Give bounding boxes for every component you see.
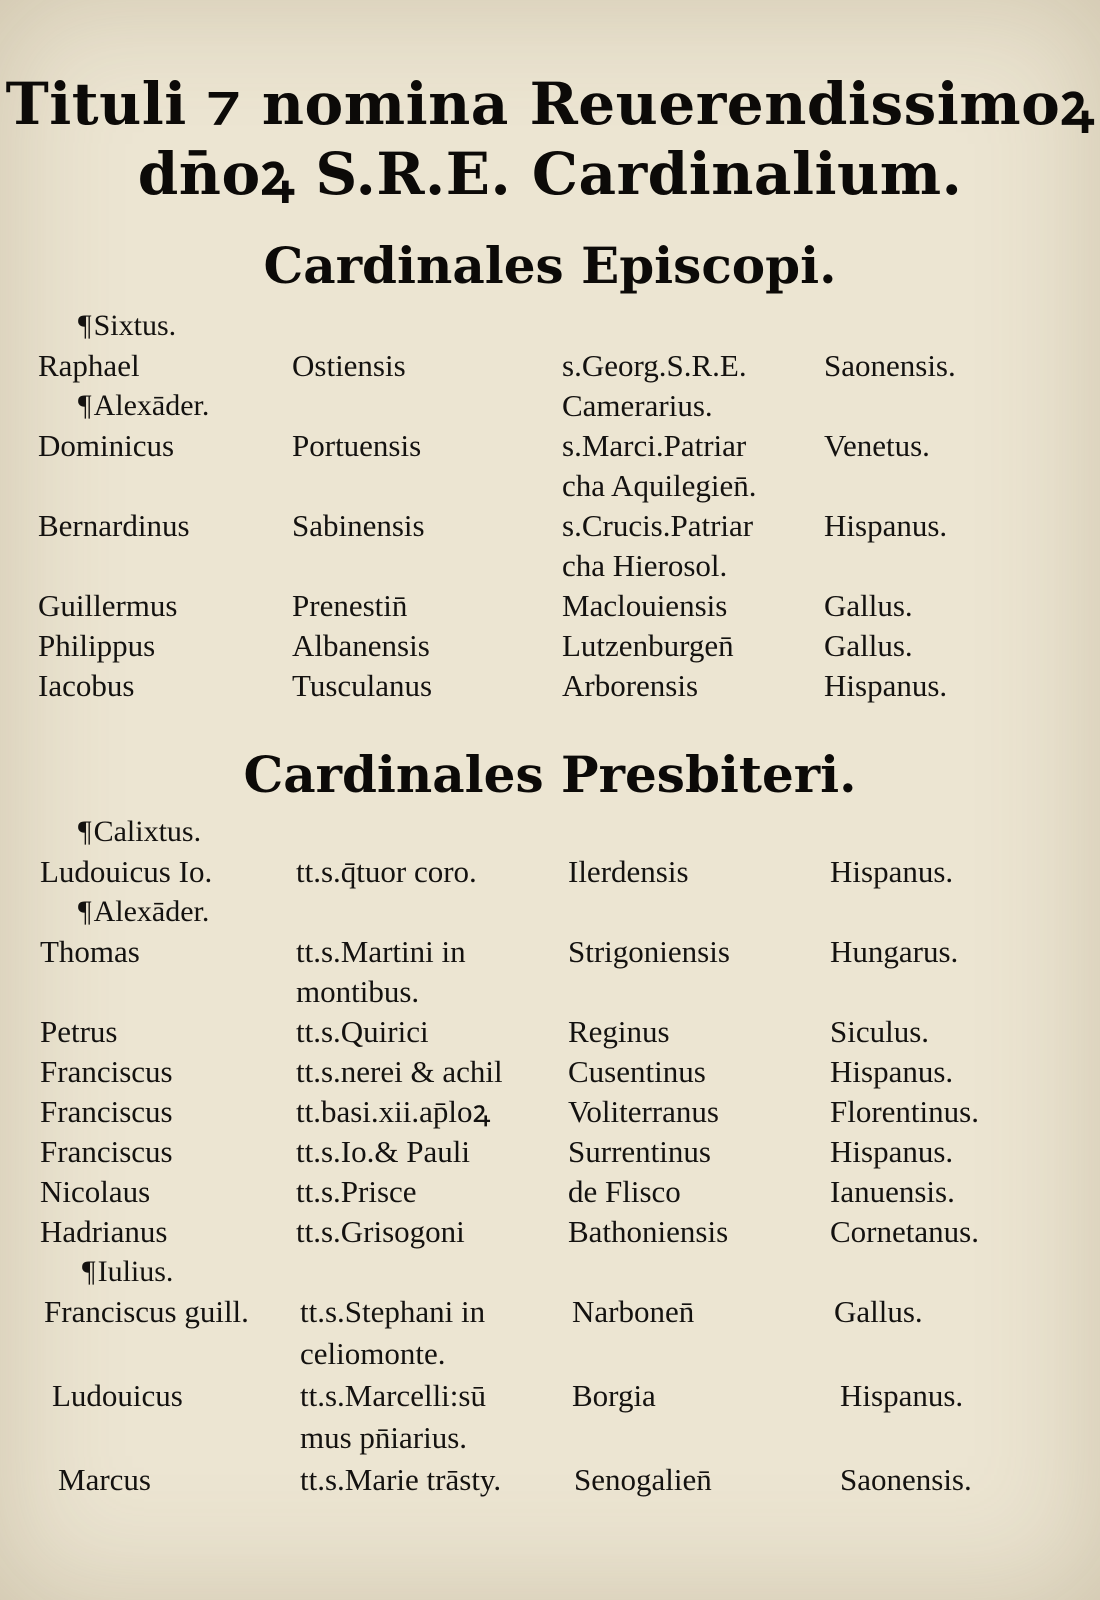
cardinal-name: Franciscus (40, 1094, 173, 1129)
cardinal-title: tt.s.q̄tuor coro. (296, 854, 477, 889)
continuation-row (0, 972, 1100, 1012)
cardinal-origin: Florentinus. (830, 1094, 979, 1129)
cardinal-title-continuation: montibus. (296, 974, 420, 1009)
cardinal-church-continuation: cha Hierosol. (562, 548, 728, 583)
cardinal-title: tt.s.Martini in (296, 934, 466, 969)
cardinal-origin: Hispanus. (830, 1134, 954, 1169)
cardinal-origin: Ianuensis. (830, 1174, 955, 1209)
cardinal-origin: Gallus. (834, 1294, 923, 1329)
cardinal-row (0, 346, 1100, 386)
cardinal-name: Franciscus (40, 1054, 173, 1089)
cardinal-church: Voliterranus (568, 1094, 719, 1129)
continuation-row (0, 1418, 1100, 1458)
cardinal-origin: Hispanus. (840, 1378, 964, 1413)
pilcrow-icon: ¶ (78, 895, 92, 928)
cardinal-origin: Hungarus. (830, 934, 959, 969)
pope-label: Iulius. (97, 1255, 174, 1288)
cardinal-row (0, 1460, 1100, 1500)
pilcrow-icon: ¶ (82, 1255, 96, 1288)
pope-name (82, 1252, 173, 1292)
cardinal-name: Raphael (38, 348, 140, 383)
cardinal-name: Ludouicus (52, 1378, 183, 1413)
cardinal-row (0, 506, 1100, 546)
cardinal-row (0, 1132, 1100, 1172)
pope-name (78, 812, 201, 852)
cardinal-church: de Flisco (568, 1174, 681, 1209)
cardinal-church: Lutzenburgen̄ (562, 628, 734, 663)
cardinal-title: tt.s.Prisce (296, 1174, 417, 1209)
cardinal-origin: Hispanus. (824, 668, 948, 703)
cardinal-church: s.Georg.S.R.E. (562, 348, 747, 383)
cardinal-name: Philippus (38, 628, 156, 663)
pilcrow-icon: ¶ (78, 389, 92, 422)
cardinal-row (0, 1212, 1100, 1252)
pope-marker (0, 306, 1100, 346)
pope-marker (0, 812, 1100, 852)
pope-name (78, 892, 209, 932)
cardinal-name: Franciscus guill. (44, 1294, 249, 1329)
cardinal-row (0, 626, 1100, 666)
cardinal-origin: Hispanus. (830, 1054, 954, 1089)
continuation-row (0, 546, 1100, 586)
cardinal-origin: Venetus. (824, 428, 930, 463)
cardinal-origin: Hispanus. (824, 508, 948, 543)
cardinal-title: tt.s.Marcelli:sū (300, 1378, 486, 1413)
cardinal-name: Iacobus (38, 668, 135, 703)
cardinal-title: tt.basi.xii.ap̄loꝝ (296, 1094, 491, 1129)
cardinal-church: s.Marci.Patriar (562, 428, 747, 463)
cardinal-church-continuation: cha Aquilegien̄. (562, 468, 757, 503)
cardinal-origin: Gallus. (824, 588, 913, 623)
cardinal-name: Thomas (40, 934, 140, 969)
cardinal-name: Marcus (58, 1462, 151, 1497)
pope-marker (0, 386, 1100, 426)
cardinal-title: Albanensis (292, 628, 430, 663)
cardinal-church-continuation: Camerarius. (562, 388, 713, 423)
pope-label: Alexāder. (93, 389, 210, 422)
pope-name (78, 386, 209, 426)
cardinal-row (0, 1376, 1100, 1416)
page-title-line-2: dn̄oꝝ S.R.E. Cardinalium. (137, 140, 963, 208)
cardinal-title: Tusculanus (292, 668, 433, 703)
cardinal-church: Cusentinus (568, 1054, 706, 1089)
cardinal-church: Senogalien̄ (574, 1462, 712, 1497)
cardinal-name: Ludouicus Io. (40, 854, 213, 889)
cardinal-row (0, 1292, 1100, 1332)
cardinal-name: Guillermus (38, 588, 178, 623)
cardinal-name: Petrus (40, 1014, 118, 1049)
cardinal-title: tt.s.nerei & achil (296, 1054, 503, 1089)
cardinal-title: Portuensis (292, 428, 422, 463)
cardinal-row (0, 852, 1100, 892)
cardinal-row (0, 1092, 1100, 1132)
cardinal-title-continuation: celiomonte. (300, 1336, 446, 1371)
pope-marker (0, 1252, 1100, 1292)
cardinal-church: Bathoniensis (568, 1214, 729, 1249)
episcopi-heading: Cardinales Episcopi. (263, 236, 837, 295)
cardinal-origin: Siculus. (830, 1014, 930, 1049)
cardinal-church: Reginus (568, 1014, 670, 1049)
cardinal-origin: Hispanus. (830, 854, 954, 889)
cardinal-row (0, 1012, 1100, 1052)
cardinal-row (0, 586, 1100, 626)
cardinal-title: tt.s.Io.& Pauli (296, 1134, 470, 1169)
cardinal-origin: Gallus. (824, 628, 913, 663)
cardinal-row (0, 666, 1100, 706)
cardinal-name: Franciscus (40, 1134, 173, 1169)
cardinal-name: Dominicus (38, 428, 175, 463)
cardinal-name: Bernardinus (38, 508, 190, 543)
cardinal-church: Narbonen̄ (572, 1294, 695, 1329)
pope-marker (0, 892, 1100, 932)
cardinal-church: s.Crucis.Patriar (562, 508, 754, 543)
cardinal-title: Sabinensis (292, 508, 425, 543)
cardinal-title: tt.s.Marie trāsty. (300, 1462, 502, 1497)
cardinal-origin: Cornetanus. (830, 1214, 979, 1249)
pope-label: Alexāder. (93, 895, 210, 928)
pope-label: Calixtus. (93, 815, 202, 848)
pilcrow-icon: ¶ (78, 815, 92, 848)
cardinal-church: Arborensis (562, 668, 699, 703)
cardinal-origin: Saonensis. (840, 1462, 972, 1497)
cardinal-name: Nicolaus (40, 1174, 151, 1209)
cardinal-church: Strigoniensis (568, 934, 730, 969)
cardinal-title: tt.s.Grisogoni (296, 1214, 465, 1249)
cardinal-name: Hadrianus (40, 1214, 168, 1249)
continuation-row (0, 1334, 1100, 1374)
cardinal-title: Prenestin̄ (292, 588, 408, 623)
cardinal-title: tt.s.Quirici (296, 1014, 429, 1049)
cardinal-church: Maclouiensis (562, 588, 728, 623)
cardinal-church: Ilerdensis (568, 854, 689, 889)
cardinal-origin: Saonensis. (824, 348, 956, 383)
pope-label: Sixtus. (93, 309, 177, 342)
cardinal-title-continuation: mus pn̄iarius. (300, 1420, 468, 1455)
continuation-row (0, 466, 1100, 506)
cardinal-row (0, 1052, 1100, 1092)
cardinal-row (0, 426, 1100, 466)
cardinal-church: Borgia (572, 1378, 656, 1413)
cardinal-church: Surrentinus (568, 1134, 711, 1169)
cardinal-title: Ostiensis (292, 348, 406, 383)
presbiteri-heading: Cardinales Presbiteri. (243, 745, 857, 804)
cardinal-row (0, 1172, 1100, 1212)
cardinal-row (0, 932, 1100, 972)
page-title-line-1: Tituli ⁊ nomina Reuerendissimoꝝ (5, 70, 1095, 138)
pope-name (78, 306, 176, 346)
cardinal-title: tt.s.Stephani in (300, 1294, 486, 1329)
pilcrow-icon: ¶ (78, 309, 92, 342)
